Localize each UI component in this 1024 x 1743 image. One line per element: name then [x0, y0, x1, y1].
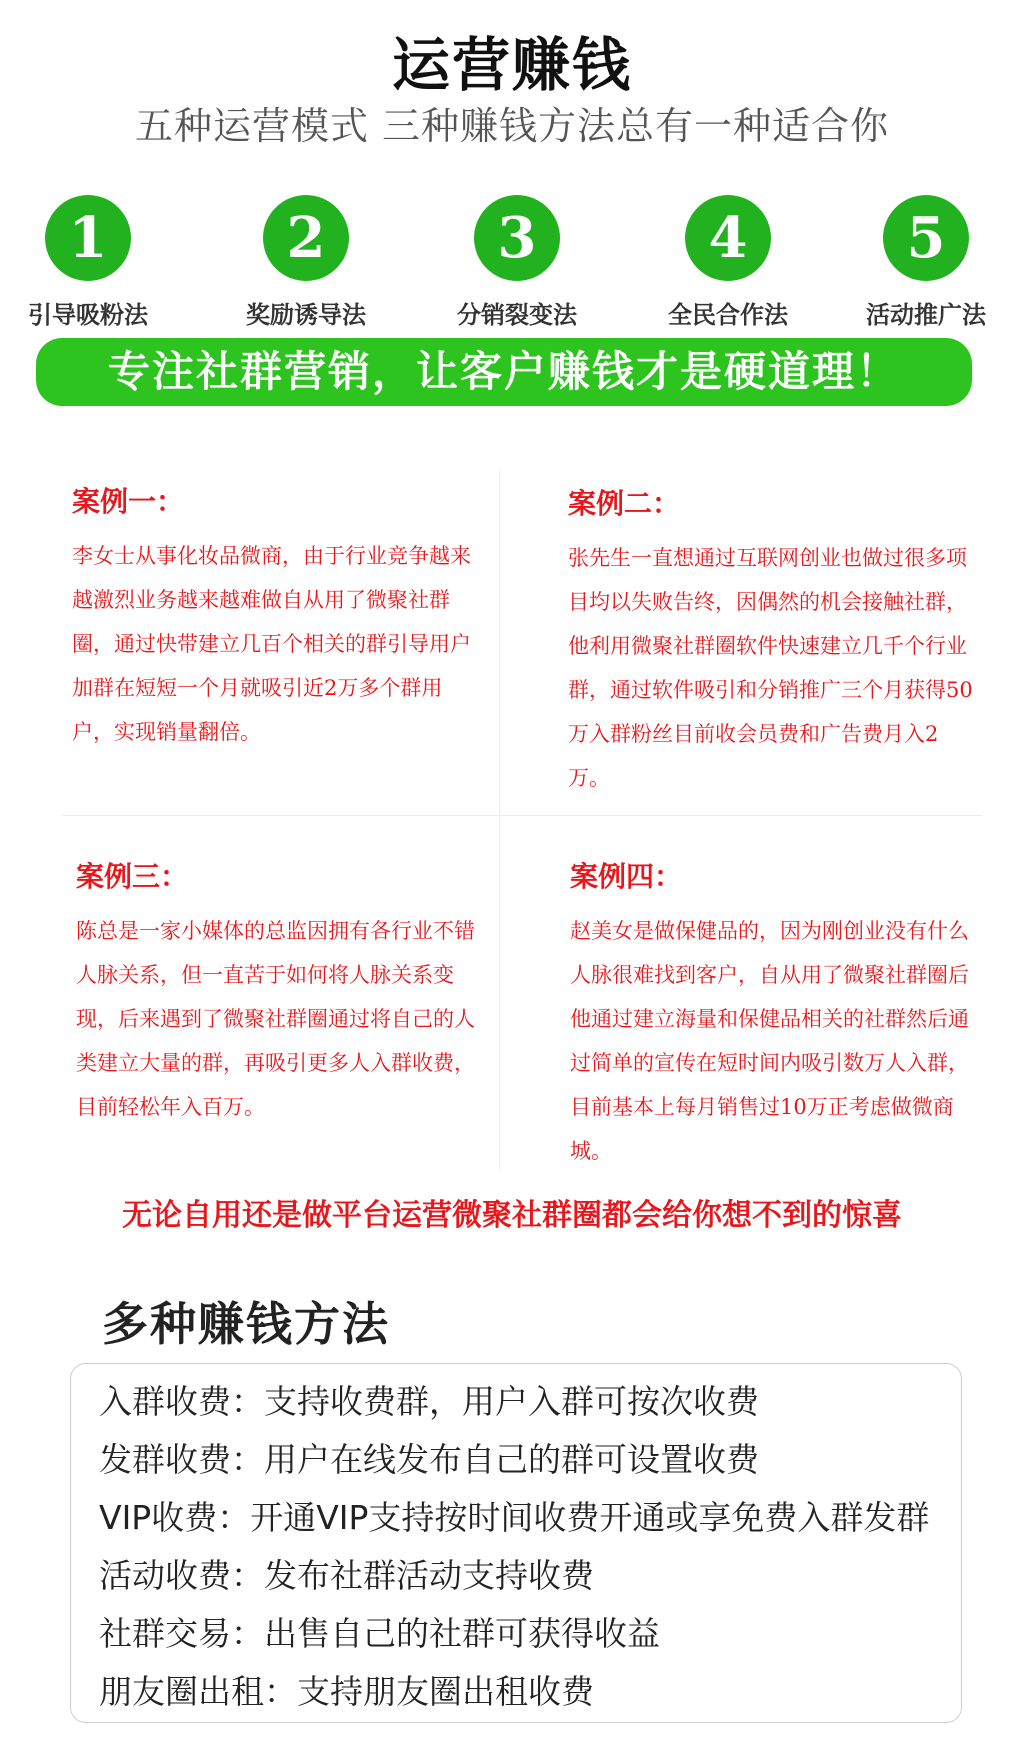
mode-label: 奖励诱导法 [246, 301, 366, 329]
page-subtitle: 五种运营模式 三种赚钱方法总有一种适合你 [134, 104, 890, 148]
list-item: 朋友圈出租：支持朋友圈出租收费 [99, 1672, 594, 1711]
list-item: VIP收费：开通VIP支持按时间收费开通或享免费入群发群 [99, 1498, 930, 1537]
case-body: 陈总是一家小媒体的总监因拥有各行业不错人脉关系，但一直苦于如何将人脉关系变现，后来遇到了微聚社群圈通过将自己的人类建立大量的群，再吸引更多人入群收费，目前轻松年入百万。 [76, 919, 475, 1119]
list-item: 入群收费：支持收费群，用户入群可按次收费 [99, 1382, 759, 1421]
mode-label: 活动推广法 [866, 301, 986, 329]
methods-title: 多种赚钱方法 [102, 1297, 390, 1351]
case-study-4 [570, 855, 980, 1173]
highlight-text: 无论自用还是做平台运营微聚社群圈都会给你想不到的惊喜 [122, 1198, 902, 1233]
methods-list [70, 1363, 962, 1723]
case-title: 案例一： [72, 485, 185, 518]
mode-1 [0, 195, 178, 330]
divider [62, 815, 982, 816]
case-studies [62, 470, 982, 1170]
mode-5 [836, 195, 1016, 330]
list-item: 社群交易：出售自己的社群可获得收益 [99, 1614, 660, 1653]
mode-2 [216, 195, 396, 330]
case-body: 赵美女是做保健品的，因为刚创业没有什么人脉很难找到客户，自从用了微聚社群圈后他通过建立海量和保健品相关的社群然后通过简单的宣传在短时间内吸引数万人入群，目前基本上每月销售过10万正考虑做微商城。 [570, 919, 969, 1163]
case-title: 案例三： [76, 860, 189, 893]
case-title: 案例四： [570, 860, 683, 893]
case-study-1 [72, 480, 482, 754]
mode-3 [427, 195, 607, 330]
list-item: 发群收费：用户在线发布自己的群可设置收费 [99, 1440, 759, 1479]
mode-number-circle: 5 [883, 195, 969, 281]
case-body: 李女士从事化妆品微商，由于行业竞争越来越激烈业务越来越难做自从用了微聚社群圈，通过快带建立几百个相关的群引导用户加群在短短一个月就吸引近2万多个群用户，实现销量翻倍。 [72, 544, 471, 744]
case-body: 张先生一直想通过互联网创业也做过很多项目均以失败告终，因偶然的机会接触社群，他利用微聚社群圈软件快速建立几千个行业群，通过软件吸引和分销推广三个月获得50万入群粉丝目前收会员费和广告费月入2万。 [568, 546, 973, 790]
case-study-3 [76, 855, 486, 1129]
mode-label: 全民合作法 [668, 301, 788, 329]
slogan-banner: 专注社群营销，让客户赚钱才是硬道理！ [36, 338, 972, 406]
mode-number-circle: 4 [685, 195, 771, 281]
list-item: 活动收费：发布社群活动支持收费 [99, 1556, 594, 1595]
case-title: 案例二： [568, 487, 681, 520]
operation-modes [0, 195, 1024, 329]
mode-label: 引导吸粉法 [28, 301, 148, 329]
page-title: 运营赚钱 [391, 31, 632, 99]
mode-number-circle: 2 [263, 195, 349, 281]
mode-4 [638, 195, 818, 330]
mode-label: 分销裂变法 [457, 301, 577, 329]
case-study-2 [568, 482, 978, 800]
mode-number-circle: 3 [474, 195, 560, 281]
mode-number-circle: 1 [45, 195, 131, 281]
divider [499, 470, 500, 1170]
